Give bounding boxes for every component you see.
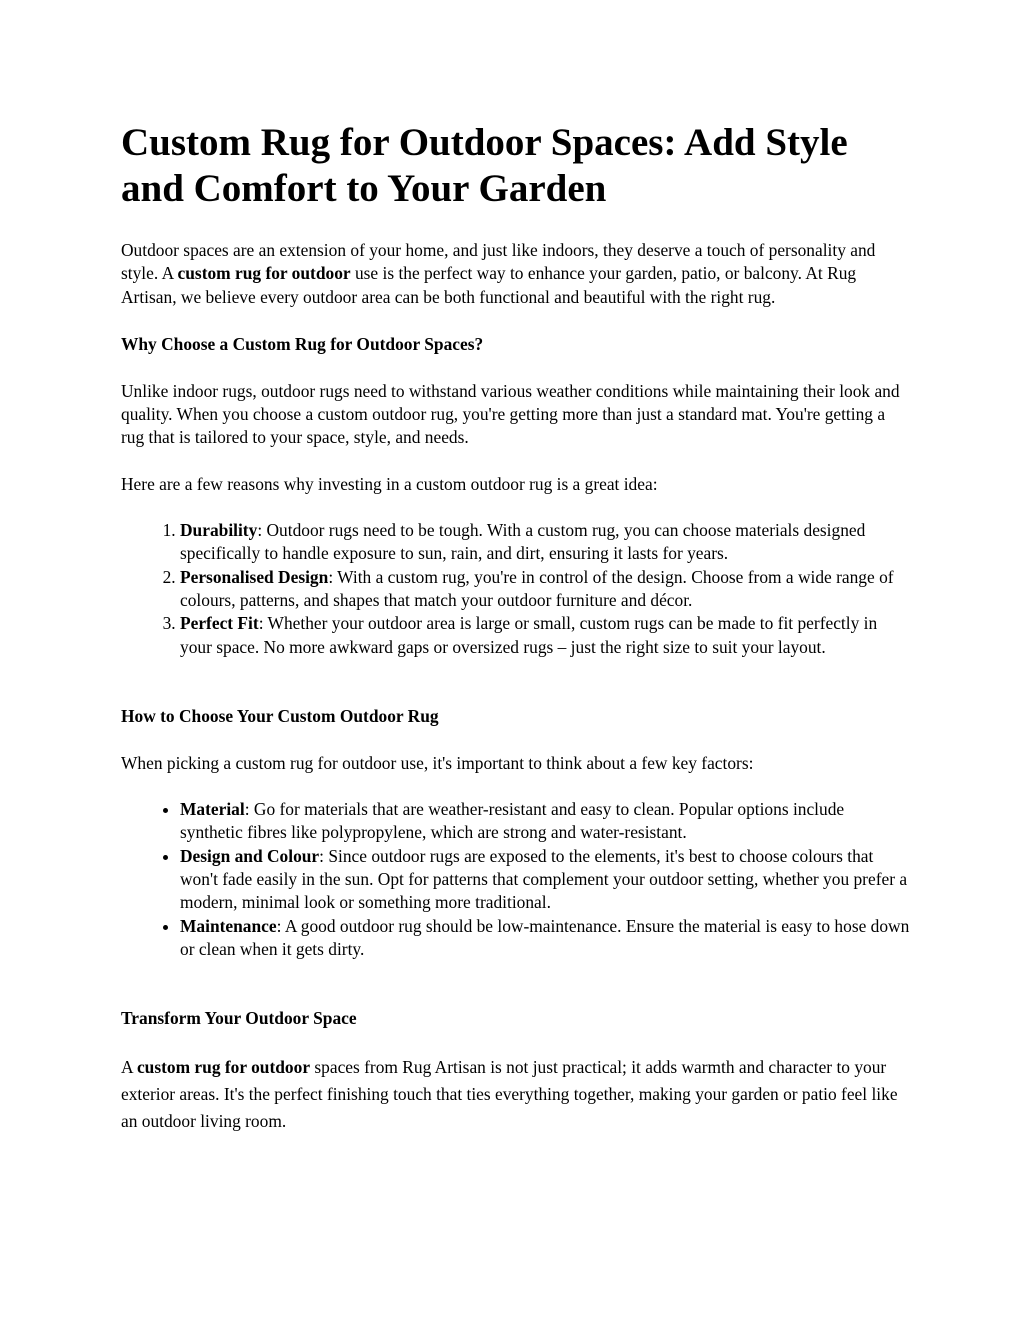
list-item-term: Personalised Design <box>180 566 329 587</box>
list-item <box>180 915 911 962</box>
transform-text-before: A <box>121 1057 137 1078</box>
transform-text-after: spaces from Rug Artisan is not just practical; it adds warmth and character to your exterior areas. It's the perfect finishing touch that ties everything together, making your garden or patio feel like an outdoor living room. <box>121 1057 898 1132</box>
list-item <box>180 845 911 915</box>
list-item-term: Material <box>180 799 245 820</box>
intro-paragraph <box>121 239 911 309</box>
factors-list <box>121 798 911 961</box>
list-item <box>180 519 911 566</box>
list-item-text: : Go for materials that are weather-resistant and easy to clean. Popular options include synthetic fibres like polypropylene, which are strong and water-resistant. <box>180 799 845 843</box>
list-item-text: : A good outdoor rug should be low-maintenance. Ensure the material is easy to hose down or clean when it gets dirty. <box>180 915 910 959</box>
list-item <box>180 566 911 613</box>
list-item <box>180 798 911 845</box>
list-item-term: Durability <box>180 520 258 541</box>
reasons-lead: Here are a few reasons why investing in a custom outdoor rug is a great idea: <box>121 473 658 494</box>
list-item-text: : Outdoor rugs need to be tough. With a custom rug, you can choose materials designed specifically to handle exposure to sun, rain, and dirt, ensuring it lasts for years. <box>180 520 866 564</box>
list-item-term: Perfect Fit <box>180 613 259 634</box>
intro-keyword: custom rug for outdoor <box>177 263 351 284</box>
list-item <box>180 612 911 659</box>
section-heading-transform: Transform Your Outdoor Space <box>121 1008 357 1029</box>
why-paragraph: Unlike indoor rugs, outdoor rugs need to withstand various weather conditions while maintaining their look and quality. When you choose a custom outdoor rug, you're getting more than just a standard mat. You're getting a rug that is tailored to your space, style, and needs. <box>121 380 900 448</box>
transform-paragraph <box>121 1054 911 1135</box>
document-page <box>121 120 911 1135</box>
section-heading-how: How to Choose Your Custom Outdoor Rug <box>121 705 439 726</box>
list-item-term: Maintenance <box>180 915 277 936</box>
transform-keyword: custom rug for outdoor <box>136 1057 311 1078</box>
reasons-list <box>121 519 911 659</box>
list-item-term: Design and Colour <box>180 845 320 866</box>
list-item-text: : With a custom rug, you're in control of the design. Choose from a wide range of colours, patterns, and shapes that match your outdoor furniture and décor. <box>180 566 894 610</box>
page-title: Custom Rug for Outdoor Spaces: Add Style and Comfort to Your Garden <box>121 121 848 210</box>
intro-text-after: use is the perfect way to enhance your garden, patio, or balcony. At Rug Artisan, we believe every outdoor area can be both functional and beautiful with the right rug. <box>121 263 857 307</box>
intro-text-before: Outdoor spaces are an extension of your home, and just like indoors, they deserve a touch of personality and style. A <box>121 240 876 284</box>
section-heading-why: Why Choose a Custom Rug for Outdoor Spaces? <box>121 333 484 354</box>
list-item-text: : Whether your outdoor area is large or small, custom rugs can be made to fit perfectly in your space. No more awkward gaps or oversized rugs – just the right size to suit your layout. <box>180 613 878 657</box>
factors-lead: When picking a custom rug for outdoor use, it's important to think about a few key factors: <box>121 752 754 773</box>
list-item-text: : Since outdoor rugs are exposed to the elements, it's best to choose colours that won't fade easily in the sun. Opt for patterns that complement your outdoor setting, whether you prefer a modern, minimal look or something more traditional. <box>180 845 908 913</box>
